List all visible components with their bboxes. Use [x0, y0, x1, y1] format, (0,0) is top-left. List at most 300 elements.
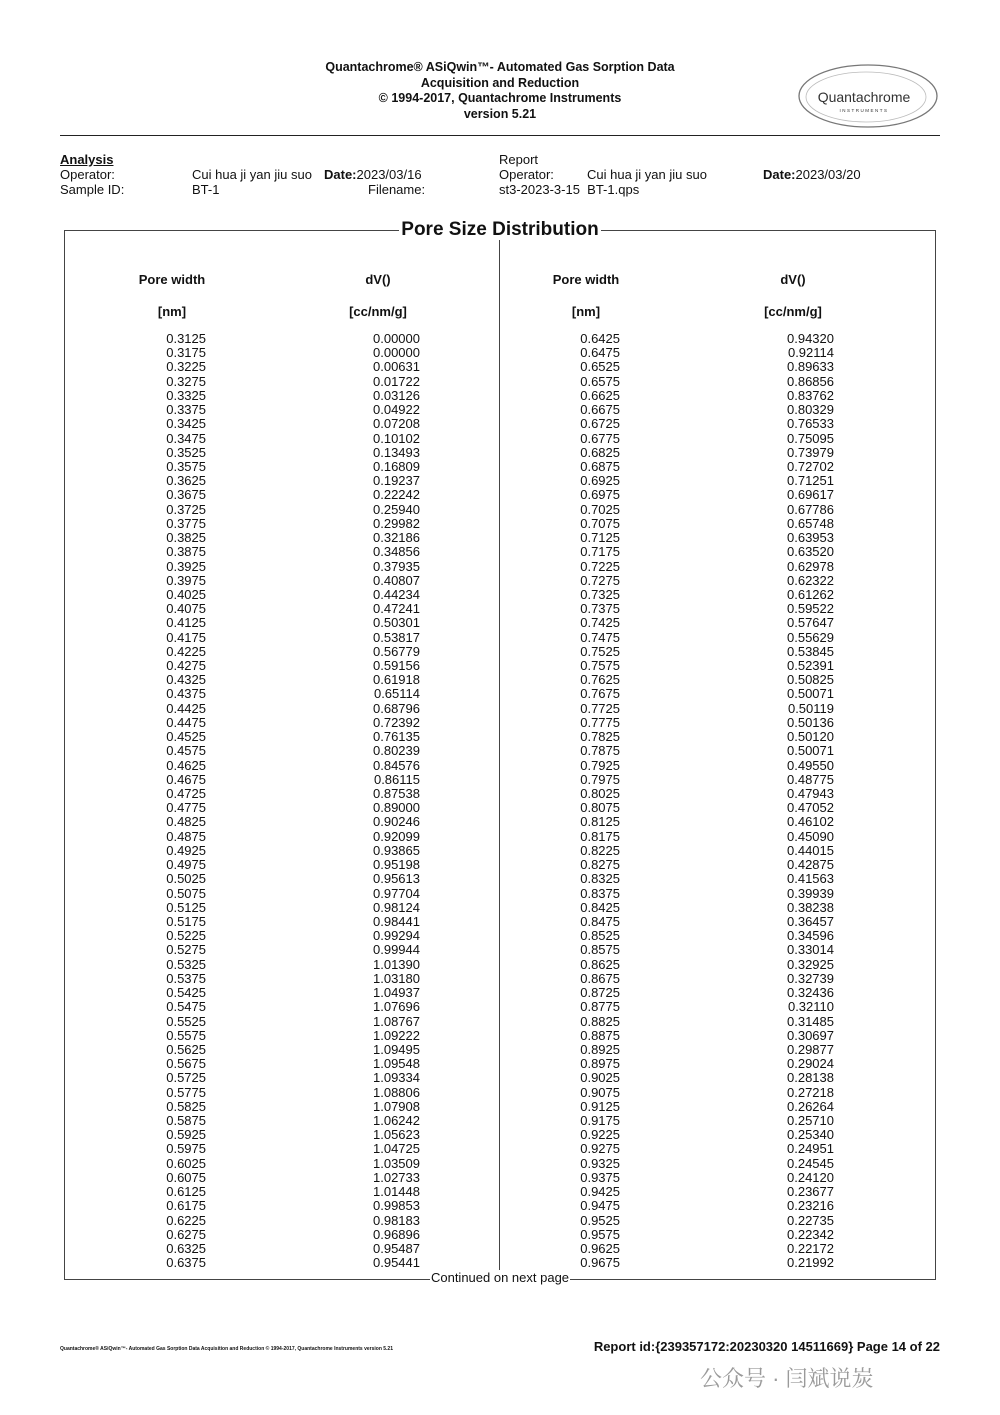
right-dv-cell: 0.89633 — [787, 359, 834, 375]
right-width-cell: 0.8575 — [580, 942, 620, 958]
left-width-cell: 0.3375 — [166, 402, 206, 418]
footer-report-id: Report id:{239357172:20230320 14511669} Page 14 of 22 — [593, 1339, 940, 1354]
right-width-unit: [nm] — [571, 304, 601, 319]
left-width-column — [140, 332, 206, 1270]
right-width-cell: 0.8525 — [580, 928, 620, 944]
right-width-cell: 0.7675 — [580, 686, 620, 702]
right-dv-cell: 0.42875 — [787, 857, 834, 873]
right-width-cell: 0.6675 — [580, 402, 620, 418]
right-width-cell: 0.9475 — [580, 1198, 620, 1214]
left-width-cell: 0.6375 — [166, 1255, 206, 1271]
right-dv-column — [754, 332, 834, 1270]
header-rule — [60, 135, 940, 136]
right-dv-cell: 0.28138 — [787, 1070, 834, 1086]
right-dv-cell: 0.32436 — [787, 985, 834, 1001]
left-dv-cell: 0.59156 — [373, 658, 420, 674]
left-width-cell: 0.4225 — [166, 643, 206, 659]
right-width-cell: 0.7025 — [580, 501, 620, 517]
left-dv-cell: 1.05623 — [373, 1127, 420, 1143]
left-dv-cell: 0.98183 — [373, 1212, 420, 1228]
left-width-cell: 0.4025 — [166, 586, 206, 602]
right-dv-cell: 0.25710 — [787, 1113, 834, 1129]
left-dv-cell: 0.97704 — [373, 885, 420, 901]
right-width-cell: 0.7325 — [580, 586, 620, 602]
analysis-sample-value: BT-1 — [192, 182, 220, 197]
left-width-cell: 0.5325 — [166, 956, 206, 972]
right-width-cell: 0.9325 — [580, 1155, 620, 1171]
left-dv-cell: 0.80239 — [373, 743, 420, 759]
right-width-cell: 0.7375 — [580, 601, 620, 617]
left-width-cell: 0.6275 — [166, 1226, 206, 1242]
left-dv-cell: 0.93865 — [373, 842, 420, 858]
left-width-cell: 0.4625 — [166, 757, 206, 773]
left-width-cell: 0.3175 — [166, 345, 206, 361]
right-dv-cell: 0.50071 — [787, 686, 834, 702]
left-width-cell: 0.4175 — [166, 629, 206, 645]
right-dv-cell: 0.24120 — [787, 1169, 834, 1185]
left-width-cell: 0.3675 — [166, 487, 206, 503]
left-dv-cell: 1.07908 — [373, 1098, 420, 1114]
right-dv-cell: 0.47943 — [787, 786, 834, 801]
right-dv-cell: 0.80329 — [787, 402, 834, 418]
left-width-cell: 0.4075 — [166, 601, 206, 617]
left-dv-header: dV() — [365, 272, 391, 287]
left-width-cell: 0.5625 — [166, 1041, 206, 1057]
left-width-cell: 0.5875 — [166, 1113, 206, 1129]
left-width-cell: 0.5375 — [166, 970, 206, 986]
right-dv-cell: 0.48775 — [787, 771, 834, 787]
left-width-cell: 0.4925 — [166, 842, 206, 858]
left-dv-cell: 1.02733 — [373, 1169, 420, 1185]
left-dv-cell: 0.47241 — [373, 601, 420, 617]
right-dv-cell: 0.49550 — [787, 757, 834, 773]
right-width-cell: 0.6725 — [580, 416, 620, 432]
right-width-cell: 0.7125 — [580, 530, 620, 546]
right-width-cell: 0.7475 — [580, 629, 620, 645]
right-width-cell: 0.7275 — [580, 572, 620, 588]
right-width-cell: 0.9225 — [580, 1127, 620, 1143]
left-width-cell: 0.4425 — [166, 700, 206, 716]
right-dv-cell: 0.50825 — [787, 672, 834, 688]
left-width-cell: 0.5975 — [166, 1141, 206, 1157]
right-dv-cell: 0.52391 — [787, 658, 834, 674]
right-dv-cell: 0.50120 — [787, 729, 834, 745]
left-width-cell: 0.3225 — [166, 359, 206, 375]
left-dv-cell: 0.00631 — [373, 359, 420, 375]
left-width-cell: 0.5925 — [166, 1127, 206, 1143]
left-dv-cell: 1.01448 — [373, 1184, 420, 1200]
right-dv-cell: 0.86856 — [787, 373, 834, 389]
left-dv-cell: 1.08767 — [373, 1013, 420, 1029]
left-width-cell: 0.3925 — [166, 558, 206, 574]
left-width-cell: 0.3775 — [166, 515, 206, 531]
analysis-date — [324, 167, 422, 182]
right-width-cell: 0.8225 — [580, 842, 620, 858]
report-operator-label: Operator: — [499, 167, 554, 182]
right-dv-cell: 0.62322 — [787, 572, 834, 588]
right-width-cell: 0.8375 — [580, 885, 620, 901]
left-width-cell: 0.5175 — [166, 913, 206, 929]
right-width-cell: 0.6925 — [580, 473, 620, 489]
left-dv-cell: 0.29982 — [373, 515, 420, 531]
right-width-cell: 0.7825 — [580, 729, 620, 745]
left-dv-cell: 0.34856 — [373, 544, 420, 560]
right-width-cell: 0.8775 — [580, 999, 620, 1015]
left-width-header: Pore width — [138, 272, 206, 287]
footer-small-text: Quantachrome® ASiQwin™- Automated Gas Sorption Data Acquisition and Reduction © 1994-2017, Quantachrome Instruments version 5.21 — [60, 1346, 393, 1352]
right-width-cell: 0.7725 — [580, 700, 620, 716]
left-dv-cell: 0.96896 — [373, 1226, 420, 1242]
left-width-cell: 0.4375 — [166, 686, 206, 702]
left-width-cell: 0.5725 — [166, 1070, 206, 1086]
analysis-operator-value: Cui hua ji yan jiu suo — [192, 167, 312, 182]
left-width-cell: 0.5775 — [166, 1084, 206, 1100]
left-width-cell: 0.4825 — [166, 814, 206, 830]
quantachrome-logo — [796, 62, 942, 130]
right-dv-cell: 0.32925 — [787, 956, 834, 972]
right-dv-cell: 0.50071 — [787, 743, 834, 759]
left-dv-cell: 0.10102 — [373, 430, 420, 446]
left-dv-cell: 1.08806 — [373, 1084, 420, 1100]
left-dv-cell: 0.99944 — [373, 942, 420, 958]
continued-note: Continued on next page — [430, 1270, 570, 1285]
right-width-cell: 0.6975 — [580, 487, 620, 503]
document-header-title — [250, 60, 750, 122]
left-dv-cell: 0.90246 — [373, 814, 420, 830]
left-dv-cell: 0.95613 — [373, 871, 420, 887]
left-width-cell: 0.5275 — [166, 942, 206, 958]
right-width-cell: 0.8725 — [580, 985, 620, 1001]
right-dv-cell: 0.41563 — [787, 871, 834, 887]
left-width-cell: 0.3125 — [166, 331, 206, 346]
left-dv-cell: 0.07208 — [373, 416, 420, 432]
right-dv-cell: 0.63953 — [787, 530, 834, 546]
left-width-cell: 0.4325 — [166, 672, 206, 688]
right-width-cell: 0.8425 — [580, 899, 620, 915]
left-dv-cell: 1.01390 — [373, 956, 420, 972]
right-dv-cell: 0.63520 — [787, 544, 834, 560]
right-width-cell: 0.7175 — [580, 544, 620, 560]
left-width-cell: 0.4475 — [166, 714, 206, 730]
header-line-1: Quantachrome® ASiQwin™- Automated Gas Sorption Data — [325, 60, 675, 74]
right-dv-cell: 0.65748 — [787, 515, 834, 531]
left-width-cell: 0.3575 — [166, 458, 206, 474]
right-dv-cell: 0.34596 — [787, 928, 834, 944]
left-width-cell: 0.5125 — [166, 899, 206, 915]
left-width-cell: 0.6125 — [166, 1184, 206, 1200]
right-dv-cell: 0.29877 — [787, 1041, 834, 1057]
left-dv-cell: 0.56779 — [373, 643, 420, 659]
left-dv-cell: 0.00000 — [373, 345, 420, 361]
left-dv-cell: 0.19237 — [373, 473, 420, 489]
right-dv-cell: 0.50119 — [787, 700, 834, 716]
left-dv-cell: 0.00000 — [373, 331, 420, 346]
right-width-cell: 0.8625 — [580, 956, 620, 972]
left-width-cell: 0.4575 — [166, 743, 206, 759]
table-column-divider — [499, 240, 500, 1280]
left-dv-cell: 0.25940 — [373, 501, 420, 517]
left-width-cell: 0.4525 — [166, 729, 206, 745]
left-dv-cell: 1.03180 — [373, 970, 420, 986]
right-dv-cell: 0.44015 — [787, 842, 834, 858]
right-width-cell: 0.9125 — [580, 1098, 620, 1114]
right-width-cell: 0.6525 — [580, 359, 620, 375]
continued-note-wrap — [0, 1270, 1000, 1285]
right-width-cell: 0.6575 — [580, 373, 620, 389]
right-dv-cell: 0.39939 — [787, 885, 834, 901]
left-dv-cell: 0.99853 — [373, 1198, 420, 1214]
left-dv-cell: 1.09222 — [373, 1027, 420, 1043]
header-line-4: version 5.21 — [463, 106, 537, 121]
left-dv-cell: 0.50301 — [373, 615, 420, 631]
left-width-cell: 0.3325 — [166, 387, 206, 403]
header-line-2: Acquisition and Reduction — [420, 75, 580, 90]
right-dv-cell: 0.50136 — [787, 714, 834, 730]
left-dv-cell: 0.99294 — [373, 928, 420, 944]
right-dv-unit: [cc/nm/g] — [764, 304, 822, 319]
right-width-cell: 0.6425 — [580, 331, 620, 346]
left-width-cell: 0.5575 — [166, 1027, 206, 1043]
right-dv-cell: 0.22172 — [787, 1241, 834, 1256]
right-width-cell: 0.6775 — [580, 430, 620, 446]
right-width-cell: 0.9575 — [580, 1226, 620, 1242]
left-width-cell: 0.4675 — [166, 771, 206, 787]
left-dv-cell: 0.92099 — [373, 828, 420, 844]
right-width-cell: 0.8175 — [580, 828, 620, 844]
logo-sub-text: INSTRUMENTS — [839, 108, 889, 113]
right-width-cell: 0.9375 — [580, 1169, 620, 1185]
right-dv-cell: 0.38238 — [787, 899, 834, 915]
left-dv-cell: 1.06242 — [373, 1113, 420, 1129]
left-width-cell: 0.4275 — [166, 658, 206, 674]
left-dv-cell: 0.84576 — [373, 757, 420, 773]
right-dv-cell: 0.26264 — [787, 1098, 834, 1114]
right-width-cell: 0.8975 — [580, 1056, 620, 1072]
right-width-header: Pore width — [552, 272, 620, 287]
right-width-cell: 0.9175 — [580, 1113, 620, 1129]
watermark: 公众号 · 闫斌说炭 — [700, 1366, 874, 1391]
right-dv-cell: 0.59522 — [787, 601, 834, 617]
right-dv-cell: 0.72702 — [787, 458, 834, 474]
right-dv-header: dV() — [780, 272, 806, 287]
right-dv-cell: 0.83762 — [787, 387, 834, 403]
left-dv-cell: 0.76135 — [373, 729, 420, 745]
left-width-cell: 0.3425 — [166, 416, 206, 432]
right-dv-cell: 0.23677 — [787, 1184, 834, 1200]
report-date-label: Date: — [763, 167, 796, 182]
right-width-cell: 0.7975 — [580, 771, 620, 787]
left-dv-cell: 0.03126 — [373, 387, 420, 403]
right-width-cell: 0.8875 — [580, 1027, 620, 1043]
right-width-cell: 0.7575 — [580, 658, 620, 674]
pore-size-table-title: Pore Size Distribution — [401, 219, 599, 240]
right-dv-cell: 0.23216 — [787, 1198, 834, 1214]
right-dv-cell: 0.24545 — [787, 1155, 834, 1171]
right-width-cell: 0.8275 — [580, 857, 620, 873]
right-dv-cell: 0.67786 — [787, 501, 834, 517]
right-width-cell: 0.9625 — [580, 1241, 620, 1256]
left-dv-cell: 1.09548 — [373, 1056, 420, 1072]
logo-name-text: Quantachrome — [817, 89, 911, 105]
right-width-cell: 0.8675 — [580, 970, 620, 986]
right-dv-cell: 0.75095 — [787, 430, 834, 446]
analysis-operator-label: Operator: — [60, 167, 115, 182]
left-width-cell: 0.5825 — [166, 1098, 206, 1114]
left-dv-cell: 1.09334 — [373, 1070, 420, 1086]
left-width-cell: 0.6175 — [166, 1198, 206, 1214]
left-dv-cell: 0.37935 — [373, 558, 420, 574]
right-width-cell: 0.7925 — [580, 757, 620, 773]
left-dv-cell: 1.04937 — [373, 985, 420, 1001]
right-dv-cell: 0.36457 — [787, 913, 834, 929]
left-dv-cell: 0.61918 — [373, 672, 420, 688]
report-filename-value: st3-2023-3-15 BT-1.qps — [499, 182, 640, 197]
right-dv-cell: 0.92114 — [787, 345, 834, 361]
left-dv-column — [340, 332, 420, 1270]
left-width-cell: 0.4875 — [166, 828, 206, 844]
left-width-cell: 0.3625 — [166, 473, 206, 489]
left-dv-cell: 0.22242 — [373, 487, 420, 503]
left-width-cell: 0.4725 — [166, 786, 206, 801]
left-width-cell: 0.3275 — [166, 373, 206, 389]
right-width-cell: 0.8025 — [580, 786, 620, 801]
right-width-cell: 0.9525 — [580, 1212, 620, 1228]
left-width-cell: 0.6325 — [166, 1241, 206, 1256]
right-dv-cell: 0.46102 — [787, 814, 834, 830]
right-dv-cell: 0.24951 — [787, 1141, 834, 1157]
analysis-heading: Analysis — [60, 152, 114, 167]
left-dv-cell: 0.95441 — [373, 1255, 420, 1271]
right-width-cell: 0.7875 — [580, 743, 620, 759]
left-dv-cell: 0.86115 — [373, 771, 420, 787]
left-dv-cell: 1.07696 — [373, 999, 420, 1015]
left-dv-cell: 0.95198 — [373, 857, 420, 873]
right-width-cell: 0.6825 — [580, 444, 620, 460]
right-dv-cell: 0.94320 — [787, 331, 834, 346]
left-dv-cell: 0.98441 — [373, 913, 420, 929]
header-line-3: © 1994-2017, Quantachrome Instruments — [378, 91, 622, 105]
left-width-cell: 0.5675 — [166, 1056, 206, 1072]
right-dv-cell: 0.32110 — [787, 999, 834, 1015]
left-width-cell: 0.5475 — [166, 999, 206, 1015]
left-width-unit: [nm] — [157, 304, 187, 319]
pore-size-table-title-wrap — [0, 219, 1000, 241]
right-dv-cell: 0.73979 — [787, 444, 834, 460]
right-width-column — [554, 332, 620, 1270]
left-dv-cell: 0.98124 — [373, 899, 420, 915]
right-dv-cell: 0.27218 — [787, 1084, 834, 1100]
right-width-cell: 0.9075 — [580, 1084, 620, 1100]
right-dv-cell: 0.32739 — [787, 970, 834, 986]
right-width-cell: 0.7625 — [580, 672, 620, 688]
right-dv-cell: 0.21992 — [787, 1255, 834, 1271]
right-width-cell: 0.9675 — [580, 1255, 620, 1271]
left-dv-cell: 0.65114 — [373, 686, 420, 702]
left-width-cell: 0.5225 — [166, 928, 206, 944]
left-width-cell: 0.3725 — [166, 501, 206, 517]
left-dv-cell: 0.44234 — [373, 586, 420, 602]
right-width-cell: 0.7775 — [580, 714, 620, 730]
left-dv-cell: 0.95487 — [373, 1241, 420, 1256]
right-dv-cell: 0.55629 — [787, 629, 834, 645]
right-width-cell: 0.7525 — [580, 643, 620, 659]
left-dv-cell: 0.01722 — [373, 373, 420, 389]
left-width-cell: 0.4975 — [166, 857, 206, 873]
left-width-cell: 0.3475 — [166, 430, 206, 446]
left-dv-cell: 0.13493 — [373, 444, 420, 460]
right-width-cell: 0.8125 — [580, 814, 620, 830]
right-width-cell: 0.9025 — [580, 1070, 620, 1086]
left-width-cell: 0.5075 — [166, 885, 206, 901]
report-operator-value: Cui hua ji yan jiu suo — [587, 167, 707, 182]
right-dv-cell: 0.71251 — [787, 473, 834, 489]
left-dv-cell: 0.04922 — [373, 402, 420, 418]
right-dv-cell: 0.76533 — [787, 416, 834, 432]
right-width-cell: 0.8825 — [580, 1013, 620, 1029]
right-dv-cell: 0.61262 — [787, 586, 834, 602]
right-width-cell: 0.6875 — [580, 458, 620, 474]
right-width-cell: 0.8075 — [580, 800, 620, 816]
right-dv-cell: 0.29024 — [787, 1056, 834, 1072]
report-date-value: 2023/03/20 — [795, 167, 861, 182]
analysis-date-value: 2023/03/16 — [356, 167, 422, 182]
right-dv-cell: 0.53845 — [787, 643, 834, 659]
left-dv-cell: 0.72392 — [373, 714, 420, 730]
left-dv-cell: 0.89000 — [373, 800, 420, 816]
right-width-cell: 0.7225 — [580, 558, 620, 574]
left-dv-unit: [cc/nm/g] — [349, 304, 407, 319]
left-dv-cell: 0.53817 — [373, 629, 420, 645]
right-width-cell: 0.7425 — [580, 615, 620, 631]
left-width-cell: 0.6075 — [166, 1169, 206, 1185]
left-dv-cell: 0.68796 — [373, 700, 420, 716]
report-date — [763, 167, 861, 182]
right-dv-cell: 0.30697 — [787, 1027, 834, 1043]
analysis-block — [60, 152, 113, 167]
right-width-cell: 0.9425 — [580, 1184, 620, 1200]
left-width-cell: 0.5025 — [166, 871, 206, 887]
report-heading: Report — [499, 152, 539, 167]
left-dv-cell: 1.03509 — [373, 1155, 420, 1171]
right-dv-cell: 0.62978 — [787, 558, 834, 574]
left-width-cell: 0.3875 — [166, 544, 206, 560]
right-dv-cell: 0.25340 — [787, 1127, 834, 1143]
left-width-cell: 0.3975 — [166, 572, 206, 588]
right-width-cell: 0.8475 — [580, 913, 620, 929]
right-dv-cell: 0.31485 — [787, 1013, 834, 1029]
right-dv-cell: 0.45090 — [787, 828, 834, 844]
right-width-cell: 0.9275 — [580, 1141, 620, 1157]
left-width-cell: 0.6025 — [166, 1155, 206, 1171]
left-width-cell: 0.6225 — [166, 1212, 206, 1228]
left-width-cell: 0.3525 — [166, 444, 206, 460]
right-dv-cell: 0.57647 — [787, 615, 834, 631]
right-dv-cell: 0.69617 — [787, 487, 834, 503]
right-dv-cell: 0.22735 — [787, 1212, 834, 1228]
left-width-cell: 0.4775 — [166, 800, 206, 816]
left-dv-cell: 0.16809 — [373, 458, 420, 474]
right-width-cell: 0.8325 — [580, 871, 620, 887]
right-width-cell: 0.8925 — [580, 1041, 620, 1057]
right-dv-cell: 0.33014 — [787, 942, 834, 958]
left-dv-cell: 0.87538 — [373, 786, 420, 801]
right-width-cell: 0.7075 — [580, 515, 620, 531]
right-width-cell: 0.6475 — [580, 345, 620, 361]
left-dv-cell: 1.09495 — [373, 1041, 420, 1057]
right-dv-cell: 0.22342 — [787, 1226, 834, 1242]
left-dv-cell: 0.40807 — [373, 572, 420, 588]
analysis-sample-label: Sample ID: — [60, 182, 125, 197]
